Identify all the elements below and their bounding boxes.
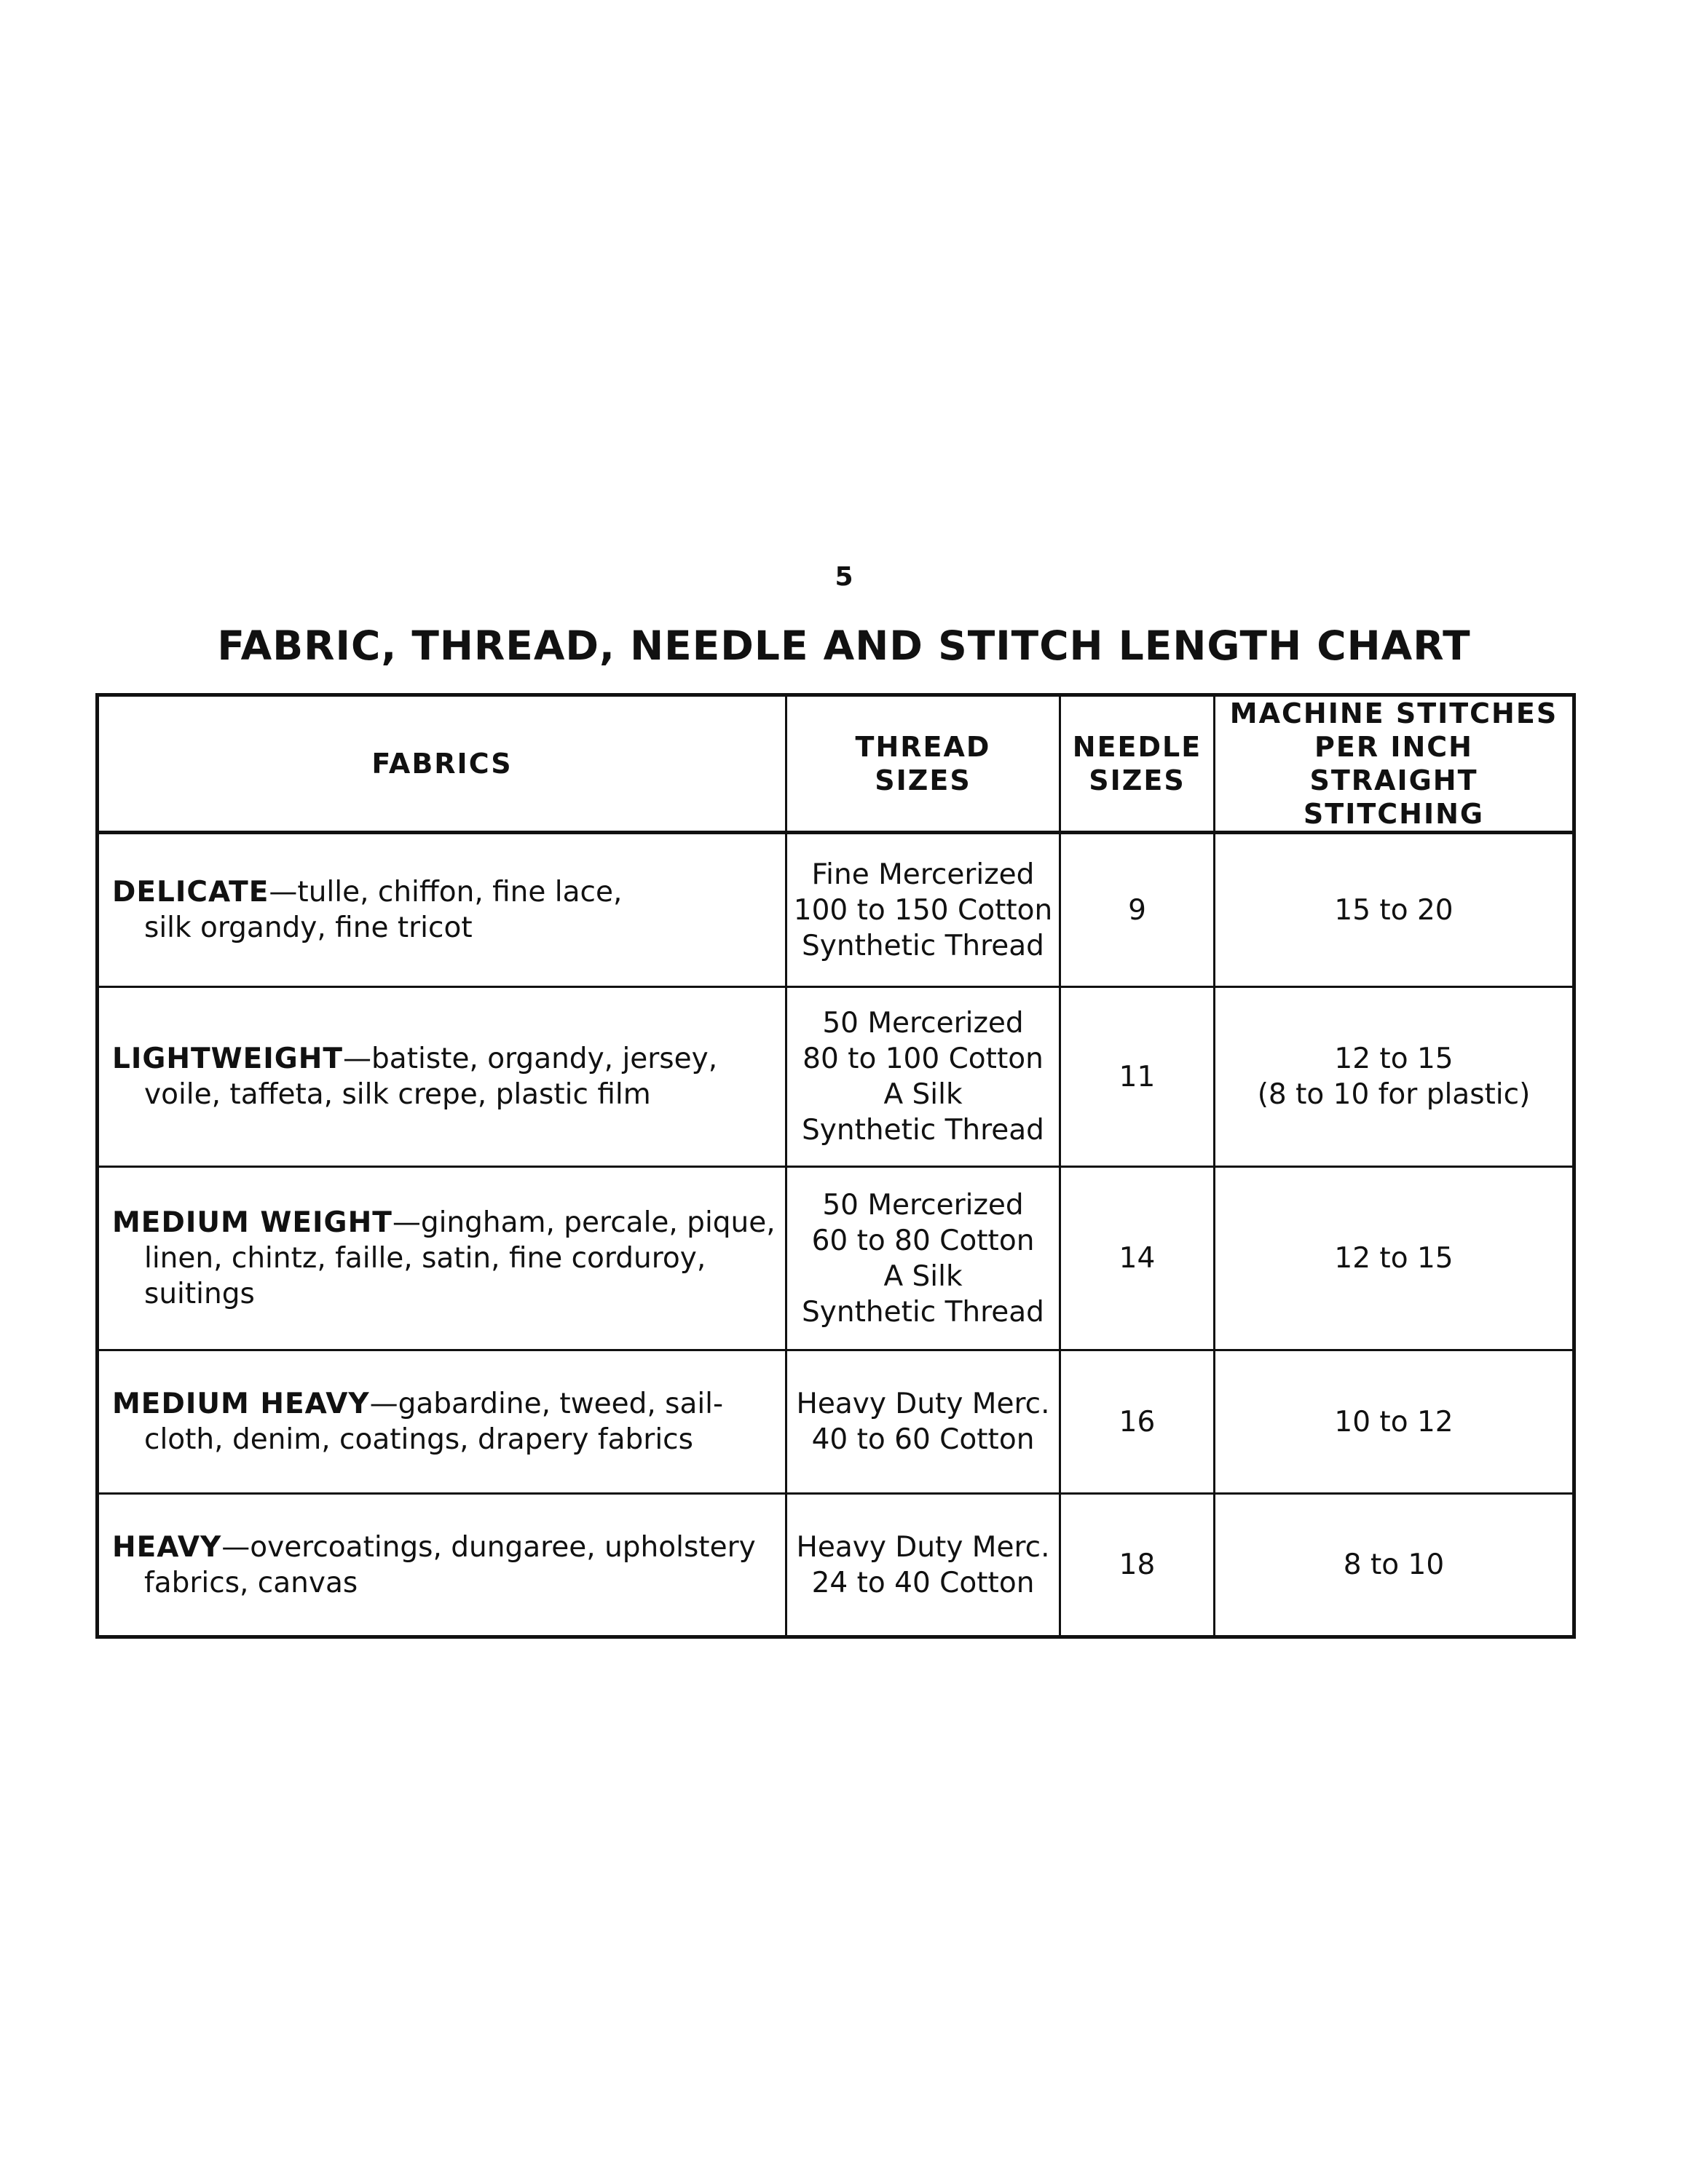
header-machine-stitches: MACHINE STITCHES PER INCH STRAIGHT STITCHING bbox=[1215, 695, 1574, 833]
table-row bbox=[98, 833, 1574, 987]
page-number: 5 bbox=[835, 562, 853, 592]
fabric-category: LIGHTWEIGHT bbox=[112, 1042, 344, 1075]
table-row bbox=[98, 1167, 1574, 1350]
table-row bbox=[98, 1350, 1574, 1494]
table-row bbox=[98, 1494, 1574, 1637]
thread-cell: 50 Mercerized 60 to 80 Cotton A Silk Synthetic Thread bbox=[786, 1167, 1060, 1350]
table-row bbox=[98, 987, 1574, 1167]
header-needle-sizes: NEEDLE SIZES bbox=[1060, 695, 1215, 833]
thread-cell: Heavy Duty Merc. 40 to 60 Cotton bbox=[786, 1350, 1060, 1494]
stitches-cell: 8 to 10 bbox=[1215, 1494, 1574, 1637]
stitches-cell: 10 to 12 bbox=[1215, 1350, 1574, 1494]
fabric-category: MEDIUM HEAVY bbox=[112, 1388, 370, 1420]
fabric-cell: MEDIUM HEAVY—gabardine, tweed, sail- cloth, denim, coatings, drapery fabrics bbox=[98, 1350, 786, 1494]
needle-cell: 14 bbox=[1060, 1167, 1215, 1350]
needle-cell: 18 bbox=[1060, 1494, 1215, 1637]
fabric-cell: LIGHTWEIGHT—batiste, organdy, jersey, voile, taffeta, silk crepe, plastic film bbox=[98, 987, 786, 1167]
thread-cell: 50 Mercerized 80 to 100 Cotton A Silk Synthetic Thread bbox=[786, 987, 1060, 1167]
fabric-category: DELICATE bbox=[112, 876, 269, 909]
needle-cell: 16 bbox=[1060, 1350, 1215, 1494]
fabric-cell: HEAVY—overcoatings, dungaree, upholstery fabrics, canvas bbox=[98, 1494, 786, 1637]
stitches-cell: 15 to 20 bbox=[1215, 833, 1574, 987]
fabric-category: HEAVY bbox=[112, 1530, 222, 1564]
thread-cell: Heavy Duty Merc. 24 to 40 Cotton bbox=[786, 1494, 1060, 1637]
needle-cell: 11 bbox=[1060, 987, 1215, 1167]
fabric-cell: MEDIUM WEIGHT—gingham, percale, pique, linen, chintz, faille, satin, fine corduroy, suitings bbox=[98, 1167, 786, 1350]
fabric-category: MEDIUM WEIGHT bbox=[112, 1206, 393, 1239]
fabric-cell: DELICATE—tulle, chiffon, fine lace, silk organdy, fine tricot bbox=[98, 833, 786, 987]
thread-cell: Fine Mercerized 100 to 150 Cotton Synthetic Thread bbox=[786, 833, 1060, 987]
stitches-cell: 12 to 15 bbox=[1215, 1167, 1574, 1350]
stitches-cell: 12 to 15 (8 to 10 for plastic) bbox=[1215, 987, 1574, 1167]
needle-cell: 9 bbox=[1060, 833, 1215, 987]
fabric-chart-table bbox=[95, 693, 1576, 1639]
chart-title: FABRIC, THREAD, NEEDLE AND STITCH LENGTH CHART bbox=[217, 622, 1471, 669]
table-header-row bbox=[98, 695, 1574, 833]
header-thread-sizes: THREAD SIZES bbox=[786, 695, 1060, 833]
header-fabrics: FABRICS bbox=[98, 695, 786, 833]
